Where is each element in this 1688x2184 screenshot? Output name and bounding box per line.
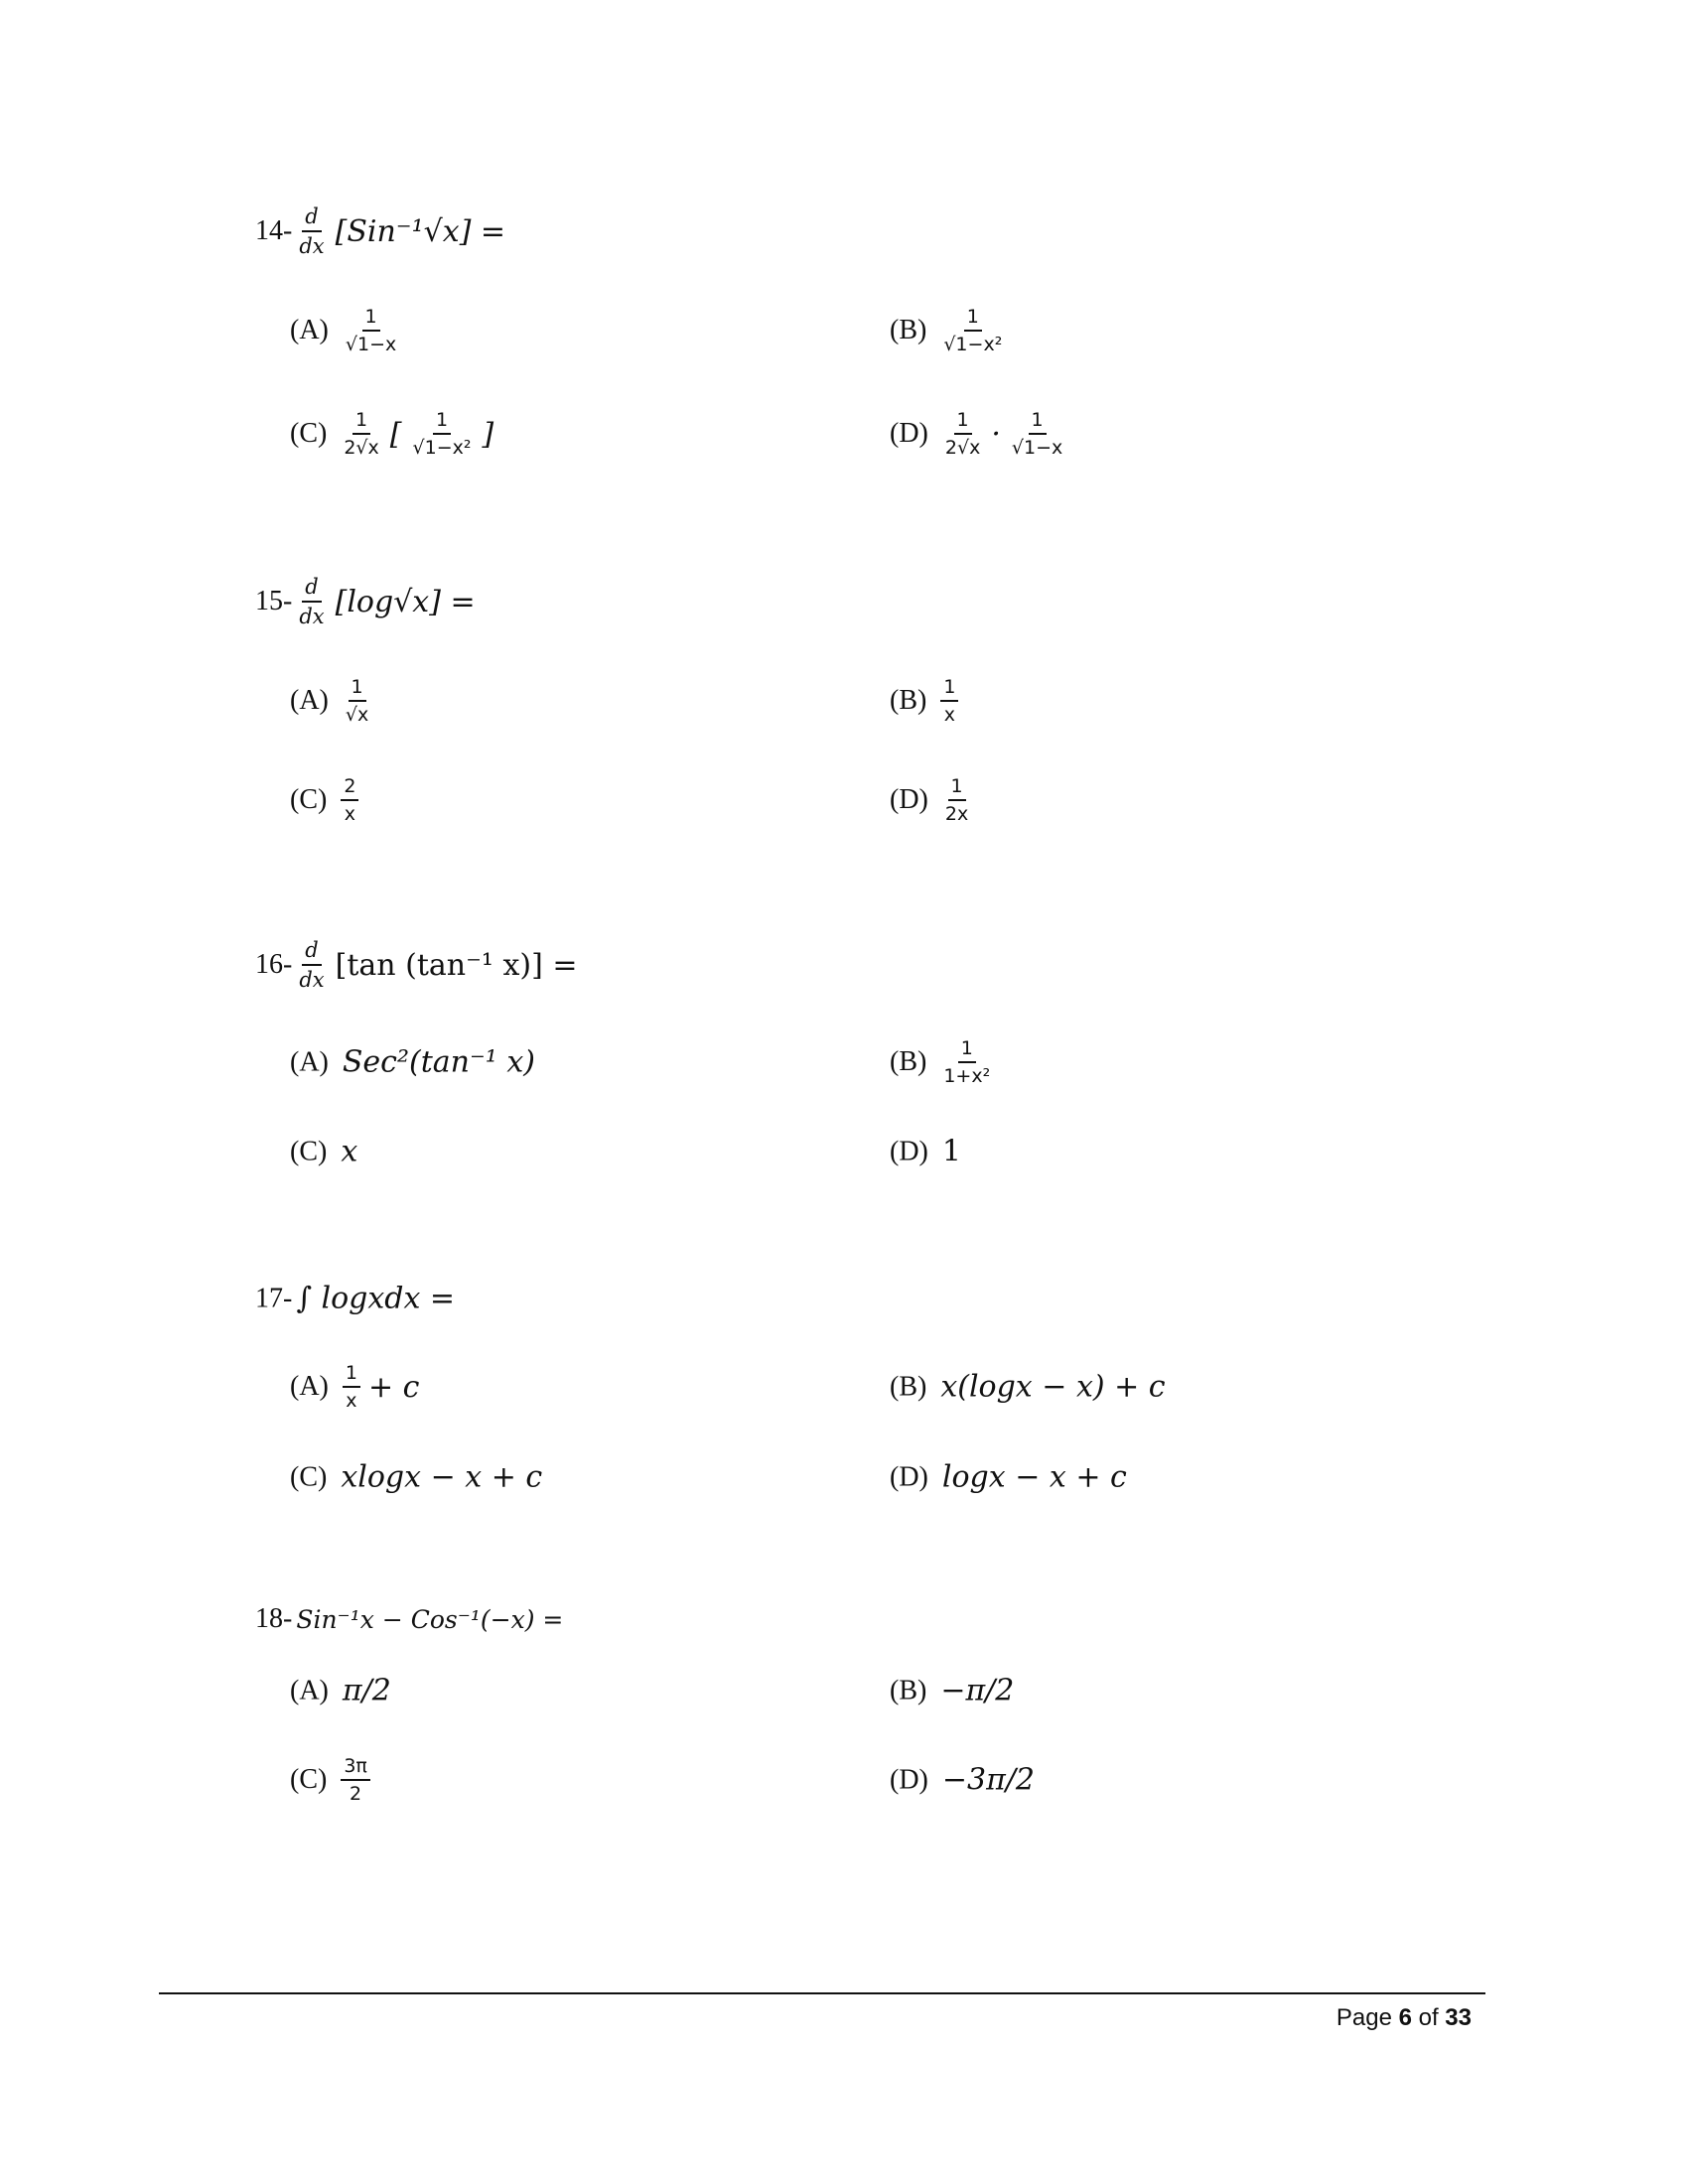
numerator: 1 [343, 1362, 360, 1388]
option-b[interactable] [890, 306, 1009, 355]
option-c[interactable] [290, 409, 497, 459]
page-prefix: Page [1336, 2004, 1399, 2031]
option-label: (B) [890, 1371, 927, 1402]
math-expression: π/2 [342, 1673, 391, 1708]
numerator: 1 [964, 306, 982, 332]
option-a[interactable] [290, 1362, 423, 1412]
math-expression: ] [482, 416, 494, 452]
numerator: 1 [954, 409, 972, 435]
math-expression: 1 [941, 1134, 961, 1169]
denominator: 1+x² [943, 1065, 991, 1087]
math-expression: −3π/2 [941, 1762, 1036, 1798]
question-15 [255, 575, 480, 628]
denominator: √1−x [345, 334, 397, 355]
numerator: 2 [341, 775, 358, 801]
option-b[interactable] [890, 1674, 1018, 1708]
option-c[interactable] [290, 1755, 374, 1805]
option-label: (C) [290, 1764, 328, 1795]
option-d[interactable] [890, 409, 1069, 459]
math-expression: −π/2 [940, 1673, 1015, 1708]
fraction [341, 409, 381, 459]
math-expression: [log√x] = [335, 584, 476, 619]
question-number: 14- [255, 215, 293, 246]
fraction [940, 306, 1005, 355]
option-c[interactable] [290, 775, 362, 825]
option-a[interactable] [290, 306, 403, 355]
numerator: 1 [1029, 409, 1047, 435]
math-expression: xlogx − x + c [341, 1459, 543, 1495]
option-label: (B) [890, 315, 927, 345]
math-expression: Sec²(tan⁻¹ x) [342, 1044, 535, 1080]
option-label: (A) [290, 1046, 329, 1077]
numerator: 1 [433, 409, 451, 435]
denominator: √1−x [1011, 437, 1063, 459]
question-17 [255, 1282, 459, 1316]
math-expression: ∫ logxdx = [296, 1281, 456, 1316]
fraction [942, 409, 983, 459]
fraction [296, 575, 327, 628]
fraction [940, 676, 958, 726]
numerator: d [302, 575, 321, 603]
option-label: (D) [890, 418, 928, 449]
question-18 [255, 1603, 567, 1635]
denominator: √1−x² [943, 334, 1003, 355]
option-label: (C) [290, 418, 328, 449]
page-total: 33 [1445, 2004, 1472, 2031]
numerator: d [302, 205, 321, 232]
option-b[interactable] [890, 676, 962, 726]
page-of: of [1411, 2004, 1446, 2031]
option-b[interactable] [890, 1370, 1170, 1405]
option-label: (C) [290, 1136, 328, 1166]
denominator: dx [299, 968, 325, 992]
option-label: (D) [890, 1136, 928, 1166]
page-number [1336, 2004, 1472, 2032]
numerator: 1 [958, 1037, 976, 1063]
math-expression: [tan (tan⁻¹ x)] = [335, 947, 578, 983]
fraction [341, 775, 358, 825]
numerator: 1 [349, 676, 366, 702]
denominator: 2 [350, 1783, 362, 1805]
numerator: 1 [362, 306, 380, 332]
question-number: 15- [255, 586, 293, 616]
fraction [410, 409, 475, 459]
denominator: dx [299, 234, 325, 258]
denominator: x [943, 704, 955, 726]
fraction [942, 775, 971, 825]
denominator: x [346, 1390, 357, 1412]
numerator: 1 [940, 676, 958, 702]
option-d[interactable] [890, 1763, 1039, 1798]
fraction [940, 1037, 993, 1087]
option-d[interactable] [890, 1135, 965, 1169]
fraction [1009, 409, 1065, 459]
option-label: (D) [890, 784, 928, 815]
footer-divider [159, 1992, 1485, 1994]
option-a[interactable] [290, 1674, 395, 1708]
option-label: (A) [290, 1371, 329, 1402]
option-b[interactable] [890, 1037, 997, 1087]
math-expression: x [341, 1134, 358, 1169]
math-expression: · [991, 416, 1001, 452]
question-number: 16- [255, 949, 293, 980]
option-label: (B) [890, 685, 927, 716]
option-label: (B) [890, 1046, 927, 1077]
option-label: (A) [290, 1675, 329, 1706]
denominator: 2√x [944, 437, 981, 459]
denominator: 2√x [344, 437, 379, 459]
math-expression: Sin⁻¹x − Cos⁻¹(−x) = [296, 1604, 564, 1634]
math-expression: + c [367, 1369, 420, 1405]
numerator: 3π [341, 1755, 370, 1781]
question-14 [255, 205, 509, 258]
numerator: 1 [948, 775, 966, 801]
question-16 [255, 938, 582, 992]
option-d[interactable] [890, 1460, 1131, 1495]
option-c[interactable] [290, 1135, 361, 1169]
denominator: √1−x² [412, 437, 472, 459]
option-d[interactable] [890, 775, 975, 825]
question-number: 17- [255, 1283, 293, 1313]
fraction [343, 676, 371, 726]
math-expression: [ [389, 416, 402, 452]
option-label: (B) [890, 1675, 927, 1706]
fraction [296, 938, 327, 992]
page-current: 6 [1398, 2004, 1412, 2031]
math-expression: x(logx − x) + c [940, 1369, 1166, 1405]
question-number: 18- [255, 1603, 293, 1634]
denominator: dx [299, 605, 325, 628]
option-label: (C) [290, 1461, 328, 1492]
math-expression: [Sin⁻¹√x] = [335, 213, 506, 249]
denominator: 2x [944, 803, 969, 825]
fraction [341, 1755, 370, 1805]
fraction [343, 306, 399, 355]
math-expression: logx − x + c [941, 1459, 1127, 1495]
numerator: d [302, 938, 321, 966]
denominator: x [344, 803, 355, 825]
option-c[interactable] [290, 1460, 546, 1495]
fraction [296, 205, 327, 258]
option-label: (C) [290, 784, 328, 815]
option-a[interactable] [290, 676, 375, 726]
option-label: (D) [890, 1461, 928, 1492]
option-label: (A) [290, 315, 329, 345]
numerator: 1 [352, 409, 370, 435]
denominator: √x [345, 704, 369, 726]
option-label: (D) [890, 1764, 928, 1795]
fraction [343, 1362, 360, 1412]
option-a[interactable] [290, 1045, 539, 1080]
option-label: (A) [290, 685, 329, 716]
